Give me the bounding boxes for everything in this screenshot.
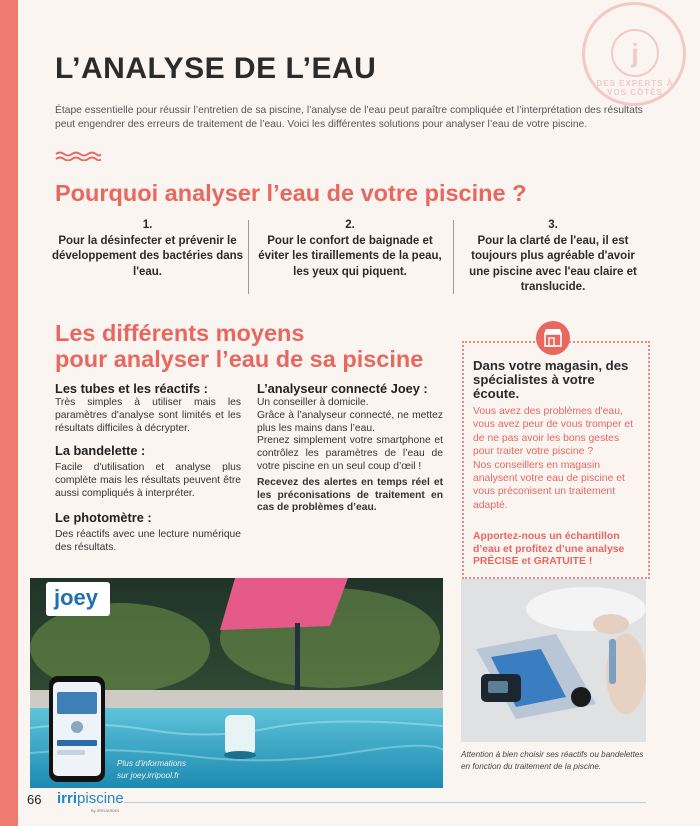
wave-divider-icon — [55, 151, 101, 161]
reason-number: 1. — [142, 219, 153, 231]
footer-divider — [124, 802, 646, 803]
left-accent-bar — [0, 0, 18, 826]
reason-3 — [462, 218, 644, 296]
photometer-title: Le photomètre : — [55, 509, 152, 525]
page-number: 66 — [27, 792, 42, 807]
means-heading-line2: pour analyser l’eau de sa piscine — [55, 346, 424, 372]
store-heading: Dans votre magasin, des spécialistes à votre écoute. — [473, 358, 629, 401]
joey-photo — [30, 578, 443, 788]
means-heading — [55, 320, 423, 372]
why-heading: Pourquoi analyser l’eau de votre piscine ? — [55, 180, 527, 206]
reason-number: 3. — [548, 219, 558, 231]
shop-icon — [536, 321, 570, 355]
brand-logo-b: piscine — [77, 790, 124, 807]
tubes-text: Très simples à utiliser mais les paramètres d'analyse sont limités et les résultats difficiles à décrypter. — [55, 397, 241, 434]
strip-title: La bandelette : — [55, 443, 146, 459]
page-title: L’ANALYSE DE L’EAU — [55, 52, 377, 85]
joey-caption-line1: Plus d'informations — [117, 759, 186, 768]
joey-caption-line2: sur joey.irripool.fr — [117, 770, 180, 780]
store-text-1: Vous avez des problèmes d'eau, vous avez peur de vous tromper et de ne pas avoir les bons gestes pour traiter votre piscine ? — [473, 406, 633, 458]
reason-1 — [50, 218, 245, 280]
store-text — [473, 405, 641, 512]
means-right-column — [257, 380, 443, 515]
means-heading-line1: Les différents moyens — [55, 320, 305, 346]
joey-caption — [117, 758, 186, 781]
test-kit-photo — [461, 579, 646, 742]
brand-logo-a: irri — [57, 790, 78, 807]
strip-text: Facile d'utilisation et analyse plus complète mais les résultats peuvent être aussi compliqués à interpréter. — [55, 462, 241, 499]
tubes-title: Les tubes et les réactifs : — [55, 381, 208, 396]
photometer-text: Des réactifs avec une lecture numérique des résultats. — [55, 528, 241, 553]
stamp-glyph: j — [611, 29, 659, 77]
joey-p3: Prenez simplement votre smartphone et contrôlez les paramètres de l’eau de votre piscine en un seul coup d’œil ! — [257, 435, 443, 472]
test-kit-illustration — [461, 579, 646, 742]
test-kit-caption: Attention à bien choisir ses réactifs ou bandelettes en fonction du traitement de la piscine. — [461, 750, 644, 771]
reason-2 — [256, 218, 444, 280]
brand-tagline: By IRRIJARDIN — [91, 808, 120, 813]
joey-title: L’analyseur connecté Joey : — [257, 381, 428, 396]
experts-stamp — [582, 2, 686, 106]
means-left-column — [55, 380, 241, 554]
store-text-2: Nos conseillers en magasin analysent votre eau de piscine et vous préconisent un traitement adapté. — [473, 459, 625, 511]
store-box — [462, 341, 650, 579]
joey-p1: Un conseiller à domicile. — [257, 397, 369, 408]
reason-number: 2. — [345, 219, 355, 231]
joey-p2: Grâce à l’analyseur connecté, ne mettez plus les mains dans l’eau. — [257, 409, 443, 434]
store-cta: Apportez-nous un échantillon d’eau et profitez d’une analyse PRÉCISE et GRATUITE ! — [473, 531, 625, 568]
joey-logo-badge — [46, 582, 110, 616]
reason-divider — [453, 220, 454, 294]
reason-text: Pour la désinfecter et prévenir le développement des bactéries dans l'eau. — [51, 234, 244, 278]
stamp-text: DES EXPERTS À VOS CÔTÉS — [596, 79, 674, 97]
reason-text: Pour le confort de baignade et éviter les tiraillements de la peau, les yeux qui piquent. — [258, 234, 442, 278]
joey-logo: joey — [54, 585, 99, 610]
reasons-row — [50, 218, 644, 292]
intro-paragraph: Étape essentielle pour réussir l’entretien de sa piscine, l’analyse de l’eau peut paraître compliquée et l’interprétation des résultats peut engendrer des erreurs de traitement de l’eau. Voici les différentes solutions pour analyser l’eau de votre piscine. — [55, 105, 643, 130]
joey-alerts: Recevez des alertes en temps réel et les préconisations de traitement en cas de problèmes d’eau. — [257, 476, 443, 514]
brand-logo — [57, 790, 124, 807]
reason-divider — [248, 220, 249, 294]
reason-text: Pour la clarté de l'eau, il est toujours plus agréable d'avoir une piscine avec l'eau claire et translucide. — [469, 234, 637, 293]
